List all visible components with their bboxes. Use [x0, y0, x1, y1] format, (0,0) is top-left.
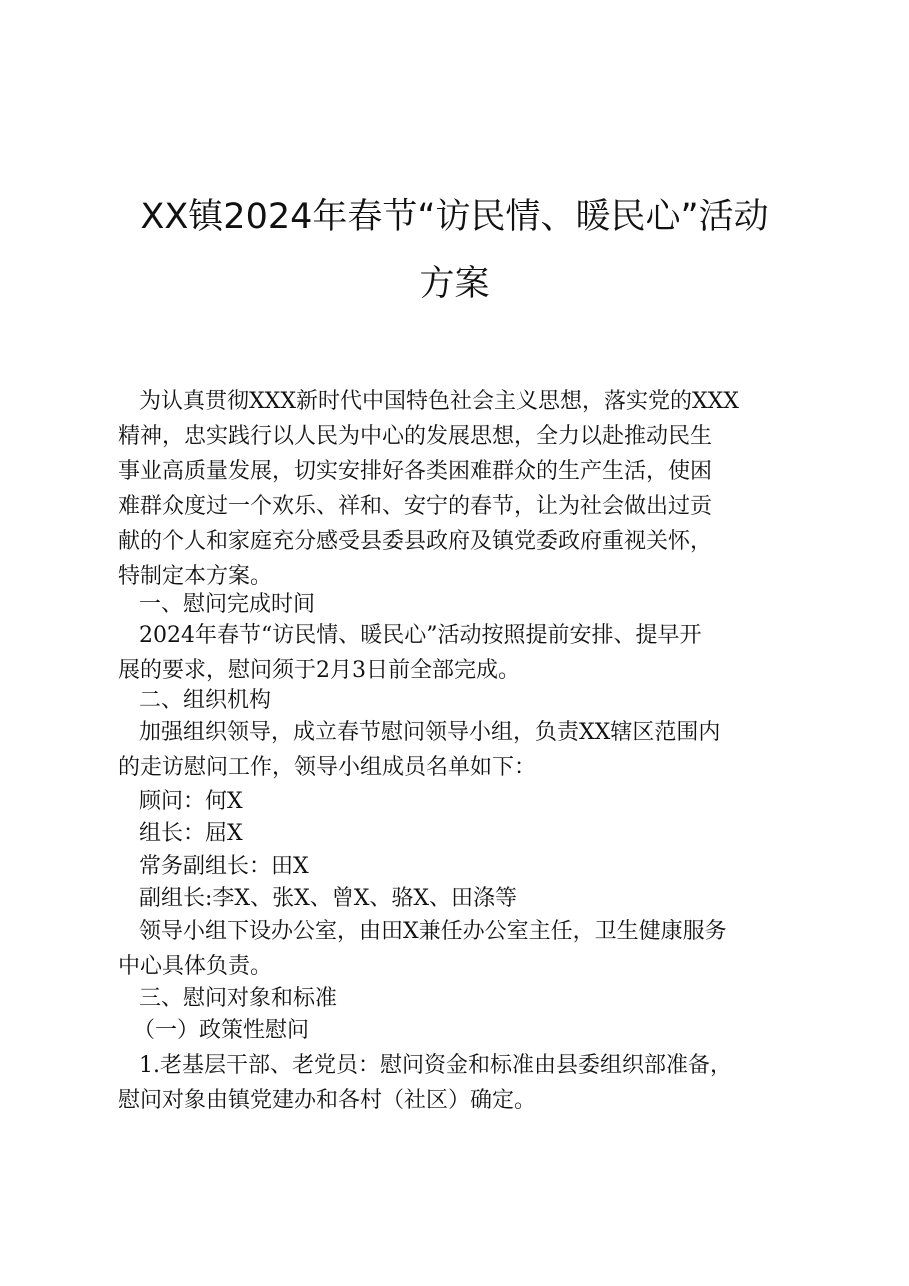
document-title-line-1: XX镇2024年春节“访民情、暖民心”活动: [140, 197, 769, 237]
member-leader: 组长：屈X: [139, 821, 243, 846]
section-2-heading: 二、组织机构: [139, 688, 272, 713]
section-2-line-2: 的走访慰问工作，领导小组成员名单如下：: [118, 755, 537, 780]
member-executive-deputy: 常务副组长：田X: [139, 854, 309, 879]
section-1-line-1: 2024年春节“访民情、暖民心”活动按照提前安排、提早开: [139, 623, 702, 648]
section-2-line-1: 加强组织领导，成立春节慰问领导小组，负责XX辖区范围内: [139, 720, 721, 745]
member-deputies: 副组长:李X、张X、曾X、骆X、田涤等: [139, 886, 518, 911]
section-3-item-1-line-1: 1.老基层干部、老党员：慰问资金和标准由县委组织部准备，: [139, 1053, 732, 1078]
office-line-1: 领导小组下设办公室，由田X兼任办公室主任，卫生健康服务: [139, 919, 727, 944]
intro-line-6: 特制定本方案。: [118, 564, 273, 589]
intro-line-1: 为认真贯彻XXX新时代中国特色社会主义思想，落实党的XXX: [139, 389, 739, 414]
member-advisor: 顾问：何X: [139, 789, 243, 814]
intro-line-3: 事业高质量发展，切实安排好各类困难群众的生产生活，使困: [118, 459, 713, 484]
intro-line-4: 难群众度过一个欢乐、祥和、安宁的春节，让为社会做出过贡: [118, 494, 713, 519]
intro-line-2: 精神，忠实践行以人民为中心的发展思想，全力以赴推动民生: [118, 424, 713, 449]
section-1-heading: 一、慰问完成时间: [139, 592, 316, 617]
document-title-line-2: 方案: [419, 264, 490, 304]
section-3-item-1-line-2: 慰问对象由镇党建办和各村（社区）确定。: [118, 1088, 537, 1113]
section-3-subheading: （一）政策性慰问: [133, 1018, 310, 1043]
intro-line-5: 献的个人和家庭充分感受县委县政府及镇党委政府重视关怀，: [118, 529, 713, 554]
section-3-heading: 三、慰问对象和标准: [139, 986, 338, 1011]
section-1-line-2: 展的要求，慰问须于2月3日前全部完成。: [118, 658, 520, 683]
office-line-2: 中心具体负责。: [118, 954, 273, 979]
